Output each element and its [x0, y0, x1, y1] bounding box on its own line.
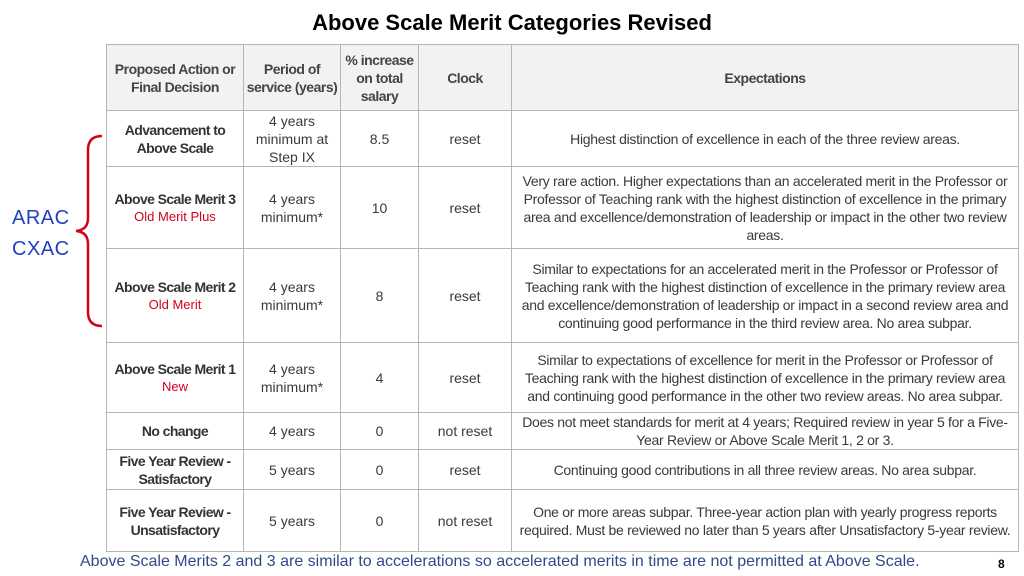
row-action: [107, 111, 244, 167]
row-action: [107, 490, 244, 552]
row-clock: reset: [419, 167, 512, 249]
table-row: [107, 413, 1019, 450]
row-action: [107, 167, 244, 249]
row-clock: reset: [419, 450, 512, 490]
header-increase: % increase on total salary: [341, 45, 419, 111]
action-label: Above Scale Merit 2: [114, 278, 236, 295]
row-action: [107, 450, 244, 490]
row-period: 5 years: [244, 490, 341, 552]
header-action: Proposed Action or Final Decision: [107, 45, 244, 111]
action-label: Five Year Review - Unsatisfactory: [119, 503, 231, 538]
table-row: [107, 167, 1019, 249]
row-increase: 10: [341, 167, 419, 249]
row-clock: not reset: [419, 413, 512, 450]
row-expectations: Very rare action. Higher expectations than an accelerated merit in the Professor or Professor of Teaching rank with the highest distinction of excellence in the primary area and excellence/demonstration of leadership or impact in the other two review areas.: [512, 167, 1019, 249]
row-period: 4 years minimum*: [244, 343, 341, 413]
row-action: [107, 343, 244, 413]
header-clock: Clock: [419, 45, 512, 111]
row-clock: reset: [419, 111, 512, 167]
table-row: [107, 450, 1019, 490]
row-expectations: Does not meet standards for merit at 4 years; Required review in year 5 for a Five-Year Review or Above Scale Merit 1, 2 or 3.: [512, 413, 1019, 450]
row-expectations: Similar to expectations of excellence for merit in the Professor or Professor of Teaching rank with the highest distinction of excellence in the primary review area and continuing good performance in the other two review areas. No area subpar.: [512, 343, 1019, 413]
table-row: [107, 249, 1019, 343]
row-period: 4 years minimum*: [244, 249, 341, 343]
action-label: Five Year Review - Satisfactory: [119, 452, 231, 487]
action-note: New: [161, 378, 188, 394]
action-label: No change: [141, 423, 209, 439]
row-action: [107, 413, 244, 450]
row-clock: reset: [419, 249, 512, 343]
table-header-row: [107, 45, 1019, 111]
row-period: 4 years: [244, 413, 341, 450]
merit-categories-table: [106, 44, 1019, 552]
row-increase: 0: [341, 450, 419, 490]
row-clock: reset: [419, 343, 512, 413]
table-row: [107, 111, 1019, 167]
row-increase: 8.5: [341, 111, 419, 167]
row-period: 5 years: [244, 450, 341, 490]
side-label-cxac: CXAC: [12, 238, 70, 260]
row-increase: 8: [341, 249, 419, 343]
action-label: Advancement to Above Scale: [124, 121, 226, 156]
header-period: Period of service (years): [244, 45, 341, 111]
row-increase: 4: [341, 343, 419, 413]
row-increase: 0: [341, 490, 419, 552]
curly-bracket-icon: [70, 134, 106, 328]
side-label-arac: ARAC: [12, 207, 70, 229]
row-action: [107, 249, 244, 343]
action-note: Old Merit: [148, 296, 202, 312]
row-expectations: One or more areas subpar. Three-year action plan with yearly progress reports required. Must be reviewed no later than 5 years after Unsatisfactory 5-year review.: [512, 490, 1019, 552]
page-number: 8: [998, 557, 1005, 571]
header-expectations: Expectations: [512, 45, 1019, 111]
row-expectations: Similar to expectations for an accelerated merit in the Professor or Professor of Teaching rank with the highest distinction of excellence in the primary review area and excellence/demonstration of leadership or impact in a second review area and continuing good performance in the third review area. No area subpar.: [512, 249, 1019, 343]
row-period: 4 years minimum at Step IX: [244, 111, 341, 167]
row-expectations: Continuing good contributions in all three review areas. No area subpar.: [512, 450, 1019, 490]
table-row: [107, 490, 1019, 552]
row-clock: not reset: [419, 490, 512, 552]
slide-title: Above Scale Merit Categories Revised: [312, 10, 712, 35]
action-label: Above Scale Merit 3: [114, 190, 236, 207]
row-expectations: Highest distinction of excellence in each of the three review areas.: [512, 111, 1019, 167]
action-note: Old Merit Plus: [134, 208, 216, 224]
row-period: 4 years minimum*: [244, 167, 341, 249]
footer-note: Above Scale Merits 2 and 3 are similar to accelerations so accelerated merits in time are not permitted at Above Scale.: [80, 553, 920, 570]
row-increase: 0: [341, 413, 419, 450]
action-label: Above Scale Merit 1: [114, 360, 236, 377]
table-row: [107, 343, 1019, 413]
